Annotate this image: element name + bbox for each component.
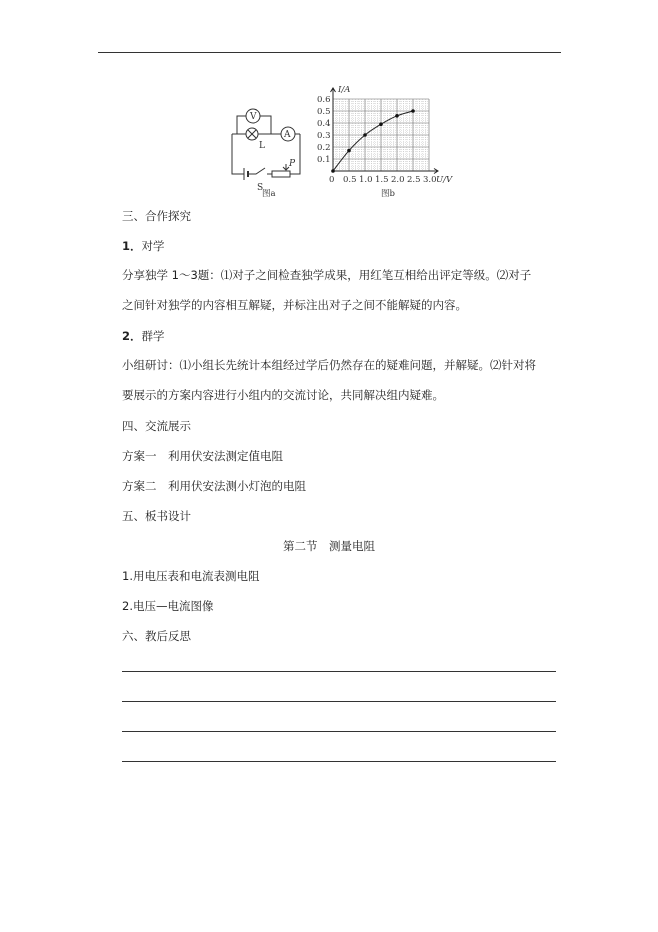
section-heading-5: 五、板书设计 xyxy=(122,509,191,523)
data-point xyxy=(347,149,351,153)
voltmeter-label: V xyxy=(250,112,257,122)
x-axis-label: U/V xyxy=(436,175,453,185)
section-heading-4: 四、交流展示 xyxy=(122,419,191,433)
y-tick-label: 0.4 xyxy=(317,119,331,129)
y-tick-label: 0.2 xyxy=(317,143,331,153)
figure-b-caption: 图b xyxy=(381,189,395,199)
lamp-label: L xyxy=(259,141,265,151)
data-curve xyxy=(333,111,413,171)
data-points xyxy=(331,109,415,173)
subsection-heading-1 xyxy=(122,238,165,254)
section-heading-3: 三、合作探究 xyxy=(122,209,191,223)
paragraph-line: 小组研讨：⑴小组长先统计本组经过学后仍然存在的疑难问题，并解疑。⑵针对将 xyxy=(122,358,536,372)
x-tick-label: 3.0 xyxy=(423,175,437,185)
data-point xyxy=(331,169,335,173)
x-tick-label: 2.0 xyxy=(391,175,405,185)
iu-graph xyxy=(317,85,453,199)
section-heading-6: 六、教后反思 xyxy=(122,629,191,643)
subsection-number: 2． xyxy=(122,329,142,343)
y-tick-label: 0.1 xyxy=(317,155,331,165)
data-point xyxy=(363,133,367,137)
x-tick-label: 0.5 xyxy=(343,175,357,185)
figures xyxy=(0,78,658,202)
paragraph-pair-study xyxy=(122,260,558,320)
y-axis-label: I/A xyxy=(338,85,351,95)
paragraph-group-study xyxy=(122,350,558,410)
switch-label: S xyxy=(257,183,264,193)
wire-left xyxy=(232,134,244,174)
figure-a-caption: 图a xyxy=(262,189,276,199)
header-rule xyxy=(98,52,561,53)
data-point xyxy=(379,122,383,126)
subsection-heading-2 xyxy=(122,328,165,344)
paragraph-line: 要展示的方案内容进行小组内的交流讨论，共同解决组内疑难。 xyxy=(122,388,444,402)
x-tick-label: 1.5 xyxy=(375,175,389,185)
paragraph-line: 之间针对独学的内容相互解疑，并标注出对子之间不能解疑的内容。 xyxy=(122,298,467,312)
x-tick-label: 1.0 xyxy=(359,175,373,185)
data-point xyxy=(411,109,415,113)
reflection-line xyxy=(122,671,556,672)
graph-axes xyxy=(331,88,439,174)
origin-label: 0 xyxy=(329,175,335,185)
board-title: 第二节 测量电阻 xyxy=(283,539,375,553)
board-item-2: 2.电压—电流图像 xyxy=(122,599,214,613)
y-tick-label: 0.6 xyxy=(317,95,331,105)
wire-voltmeter xyxy=(237,116,246,134)
y-tick-label: 0.5 xyxy=(317,107,331,117)
ammeter-label: A xyxy=(284,130,291,140)
subsection-title: 对学 xyxy=(141,239,165,253)
plan-one: 方案一 利用伏安法测定值电阻 xyxy=(122,449,283,463)
data-point xyxy=(395,114,399,118)
graph-grid xyxy=(333,99,429,171)
reflection-line xyxy=(122,701,556,702)
paragraph-line: 分享独学 1～3题：⑴对子之间检查独学成果，用红笔互相给出评定等级。⑵对子 xyxy=(122,268,532,282)
reflection-line xyxy=(122,761,556,762)
wire-voltmeter-right xyxy=(260,116,271,134)
y-tick-label: 0.3 xyxy=(317,131,331,141)
rheostat-icon xyxy=(272,171,290,177)
reflection-line xyxy=(122,731,556,732)
subsection-number: 1． xyxy=(122,239,142,253)
circuit-diagram xyxy=(232,109,300,180)
plan-two: 方案二 利用伏安法测小灯泡的电阻 xyxy=(122,479,306,493)
switch-icon xyxy=(248,168,265,174)
x-tick-label: 2.5 xyxy=(407,175,421,185)
board-item-1: 1.用电压表和电流表测电阻 xyxy=(122,569,260,583)
slider-label: P xyxy=(289,159,296,169)
subsection-title: 群学 xyxy=(141,329,165,343)
